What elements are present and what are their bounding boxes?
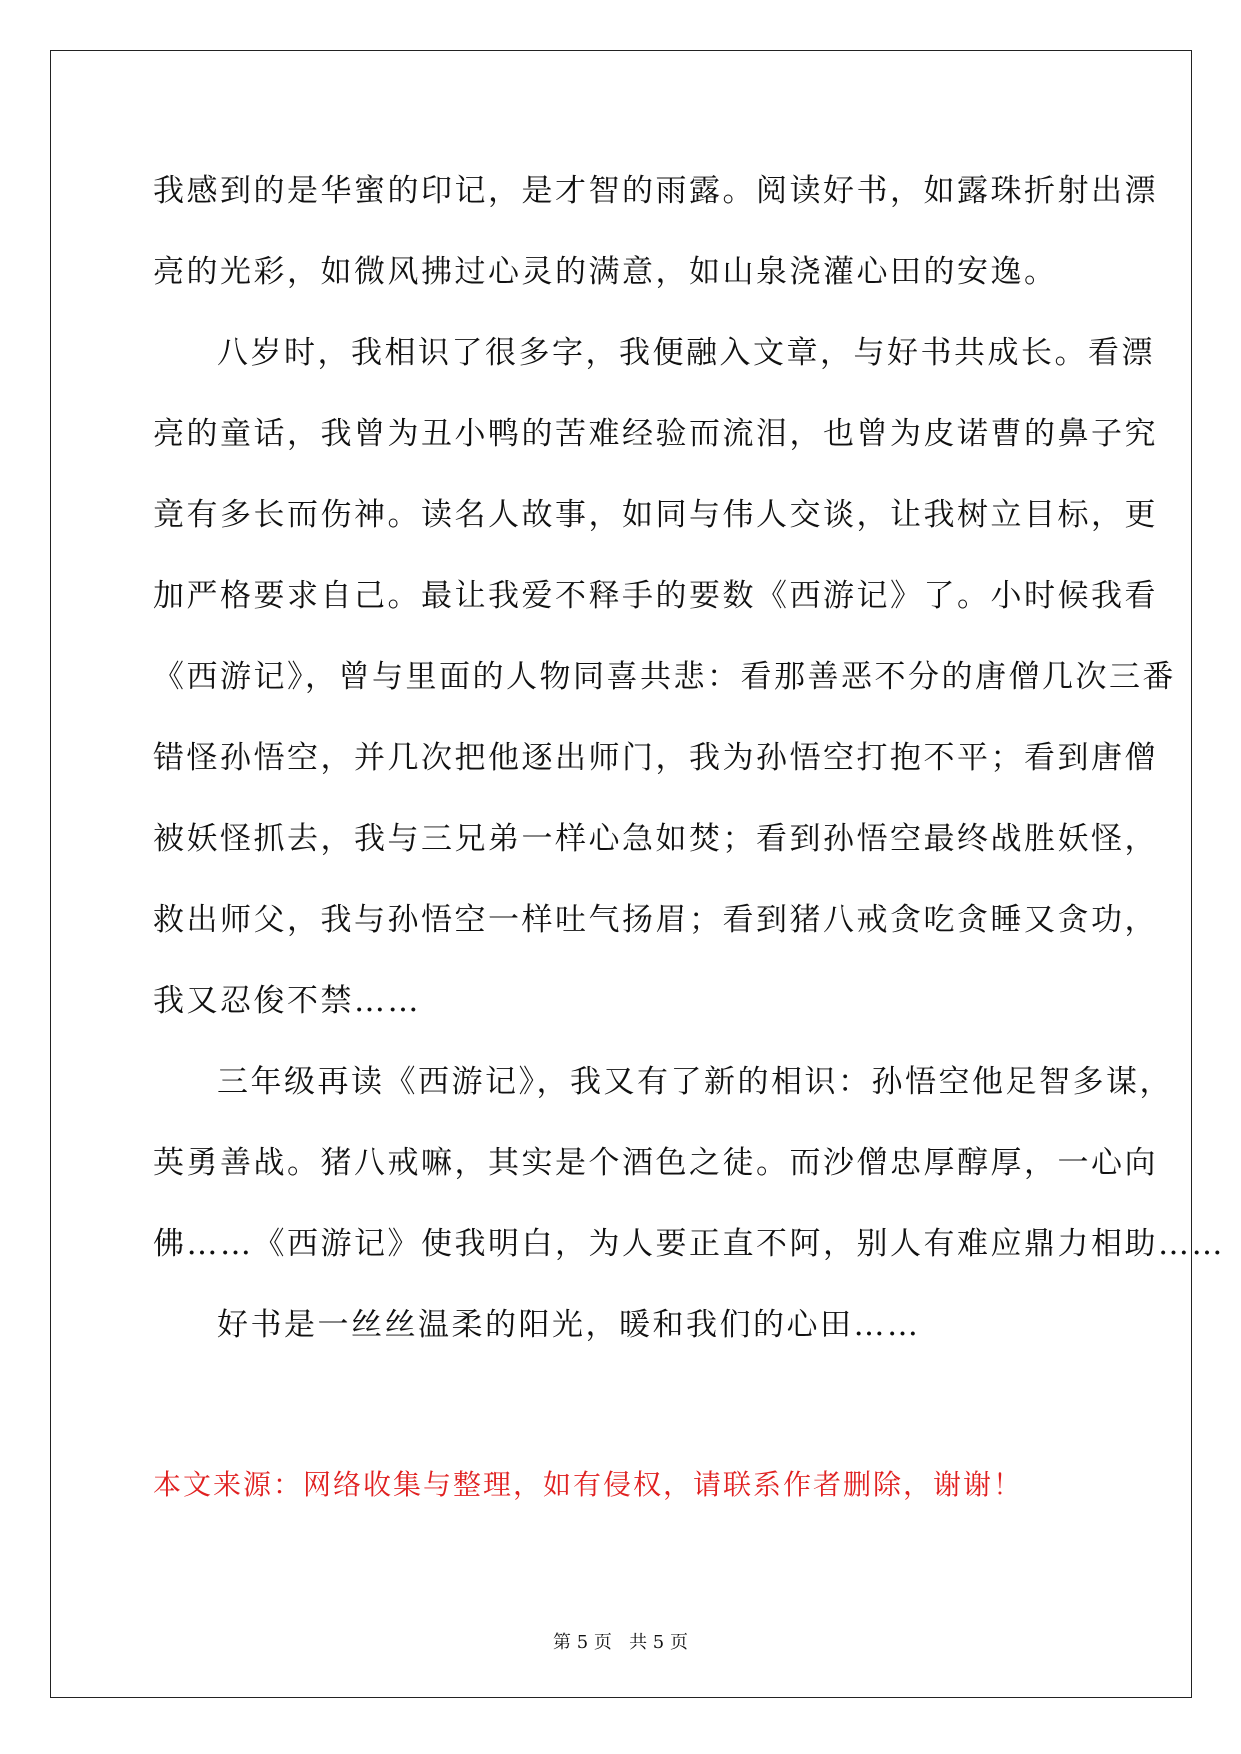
text-line: 错怪孙悟空，并几次把他逐出师门，我为孙悟空打抱不平；看到唐僧: [153, 740, 1158, 776]
paragraph-start-line: 好书是一丝丝温柔的阳光，暖和我们的心田……: [217, 1307, 921, 1343]
source-notice: 本文来源：网络收集与整理，如有侵权，请联系作者删除，谢谢！: [153, 1468, 1024, 1501]
text-line: 竟有多长而伤神。读名人故事，如同与伟人交谈，让我树立目标，更: [153, 497, 1158, 533]
paragraph-start-line: 三年级再读《西游记》，我又有了新的相识：孙悟空他足智多谋，: [217, 1064, 1173, 1100]
text-line: 亮的童话，我曾为丑小鸭的苦难经验而流泪，也曾为皮诺曹的鼻子究: [153, 416, 1158, 452]
text-line: 我感到的是华蜜的印记，是才智的雨露。阅读好书，如露珠折射出漂: [153, 173, 1158, 209]
text-line: 救出师父，我与孙悟空一样吐气扬眉；看到猪八戒贪吃贪睡又贪功，: [153, 902, 1158, 938]
text-line: 英勇善战。猪八戒嘛，其实是个酒色之徒。而沙僧忠厚醇厚，一心向: [153, 1145, 1158, 1181]
text-line: 亮的光彩，如微风拂过心灵的满意，如山泉浇灌心田的安逸。: [153, 254, 1058, 290]
text-line: 我又忍俊不禁……: [153, 983, 421, 1019]
document-body: [153, 165, 1225, 1380]
text-line: 加严格要求自己。最让我爱不释手的要数《西游记》了。小时候我看: [153, 578, 1158, 614]
text-line: 《西游记》，曾与里面的人物同喜共悲：看那善恶不分的唐僧几次三番: [153, 659, 1176, 695]
paragraph-start-line: 八岁时，我相识了很多字，我便融入文章，与好书共成长。看漂: [217, 335, 1155, 371]
page-footer: 第 5 页 共 5 页: [553, 1632, 688, 1653]
text-line: 被妖怪抓去，我与三兄弟一样心急如焚；看到孙悟空最终战胜妖怪，: [153, 821, 1158, 857]
text-line: 佛……《西游记》使我明白，为人要正直不阿，别人有难应鼎力相助……: [153, 1226, 1225, 1262]
